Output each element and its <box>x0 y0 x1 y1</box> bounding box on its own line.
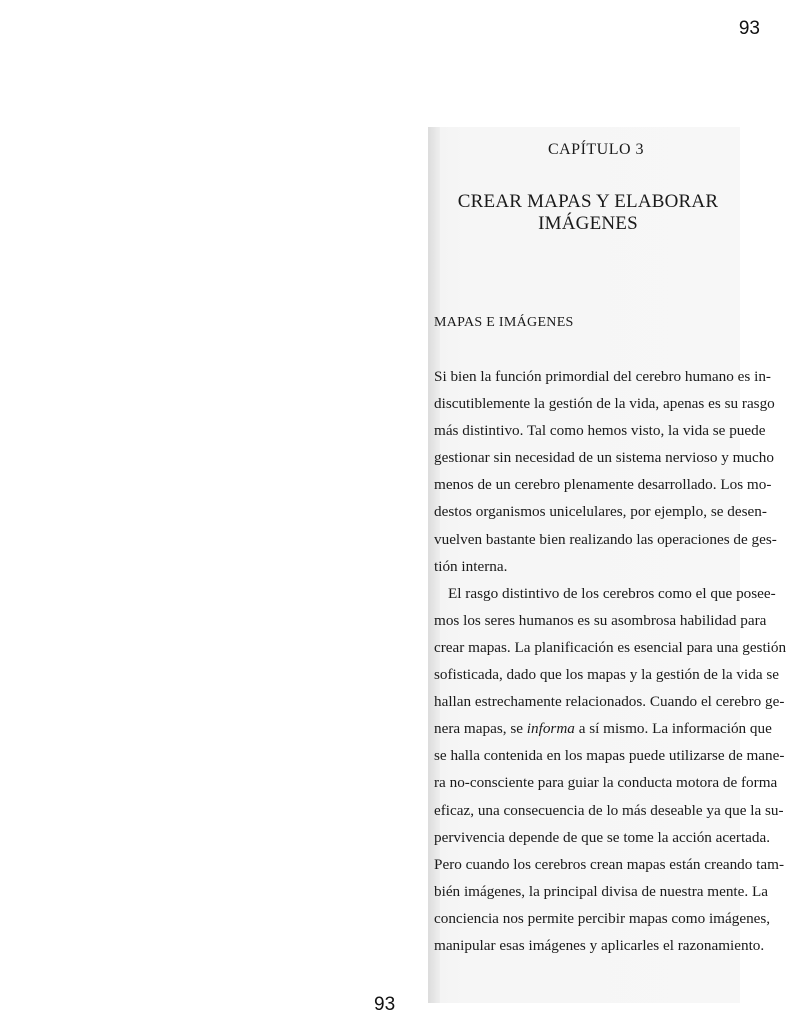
text-line: sofisticada, dado que los mapas y la gestión de la vida se <box>434 666 780 684</box>
paragraph-1 <box>434 363 777 580</box>
paragraph-2 <box>434 580 786 959</box>
text-line: conciencia nos permite percibir mapas como imágenes, <box>434 909 771 927</box>
text-line-with-italic <box>434 715 772 742</box>
text-line: discutiblemente la gestión de la vida, apenas es su rasgo <box>434 395 775 413</box>
section-heading: MAPAS E IMÁGENES <box>434 315 574 330</box>
scanned-page <box>428 127 786 1003</box>
text-line: El rasgo distintivo de los cerebros como el que posee- <box>448 584 776 602</box>
text-line: menos de un cerebro plenamente desarrollado. Los mo- <box>434 476 772 494</box>
text-line: eficaz, una consecuencia de lo más deseable ya que la su- <box>434 801 784 819</box>
text-line: tión interna. <box>434 557 508 575</box>
text-line: vuelven bastante bien realizando las operaciones de ges- <box>434 530 777 548</box>
text-line: Si bien la función primordial del cerebro humano es in- <box>434 368 771 385</box>
text-line: se halla contenida en los mapas puede utilizarse de mane- <box>434 747 785 765</box>
text-line: bién imágenes, la principal divisa de nuestra mente. La <box>434 882 769 900</box>
text-line: manipular esas imágenes y aplicarles el razonamiento. <box>434 936 765 954</box>
text-line: crear mapas. La planificación es esencial para una gestión <box>434 638 786 656</box>
chapter-label: CAPÍTULO 3 <box>547 141 645 158</box>
text-line: pervivencia depende de que se tome la acción acertada. <box>434 828 771 846</box>
text-line: destos organismos unicelulares, por ejemplo, se desen- <box>434 503 767 521</box>
text-line: Pero cuando los cerebros crean mapas están creando tam- <box>434 855 785 873</box>
chapter-title: CREAR MAPAS Y ELABORAR IMÁGENES <box>457 191 719 234</box>
text-line: mos los seres humanos es su asombrosa habilidad para <box>434 611 767 629</box>
text-line: ra no-consciente para guiar la conducta motora de forma <box>434 774 778 792</box>
text-line: hallan estrechamente relacionados. Cuando el cerebro ge- <box>434 693 785 711</box>
body-text <box>434 363 786 959</box>
text-line: más distintivo. Tal como hemos visto, la vida se puede <box>434 422 766 440</box>
text-run: a sí mismo. La información que <box>574 720 772 738</box>
page-number-top: 93 <box>738 18 760 39</box>
text-line: gestionar sin necesidad de un sistema nervioso y mucho <box>434 449 774 467</box>
page-number-bottom: 93 <box>374 994 396 1015</box>
text-run: nera mapas, se <box>434 720 527 738</box>
italic-word: informa <box>526 720 575 738</box>
